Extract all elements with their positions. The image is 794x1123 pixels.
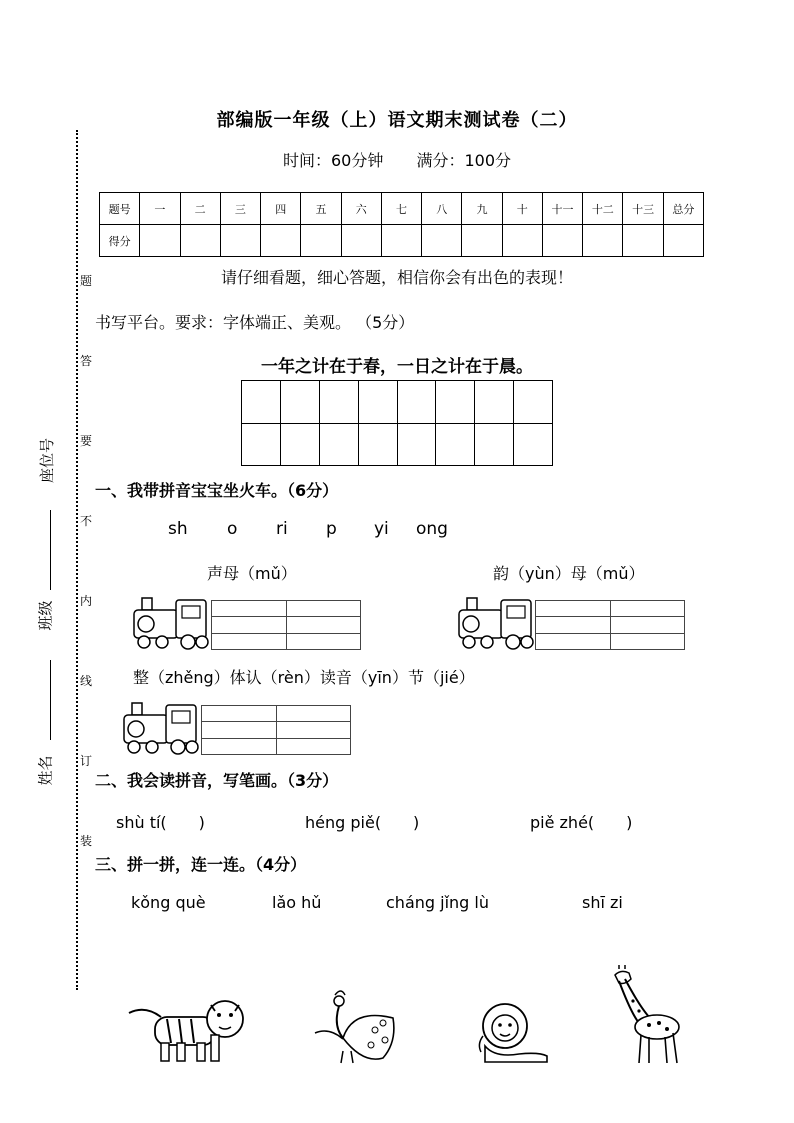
yunmu-label: 韵（yùn）母（mǔ） [493,564,645,583]
zhengti-label: 整（zhěng）体认（rèn）读音（yīn）节（jié） [133,668,475,687]
score-table-header-row [100,193,704,225]
score-row-label: 得分 [100,225,140,257]
score-header-cell: 总分 [663,193,703,225]
score-header-cell: 十一 [542,193,582,225]
full-score-label: 满分：100分 [416,151,511,170]
score-cell[interactable] [663,225,703,257]
score-cell[interactable] [261,225,301,257]
writing-grid[interactable] [241,380,553,466]
score-header-cell: 二 [180,193,220,225]
binding-line [76,130,78,990]
stroke-item[interactable]: héng piě( ) [305,813,420,832]
score-header-cell: 十 [502,193,542,225]
score-header-cell: 七 [381,193,421,225]
pinyin-letter: o [227,519,238,539]
zhengti-answer-box[interactable] [201,705,351,755]
score-header-cell: 十三 [623,193,663,225]
margin-char: 装 [80,834,93,848]
yunmu-answer-box[interactable] [535,600,685,650]
score-cell[interactable] [502,225,542,257]
exam-title: 部编版一年级（上）语文期末测试卷（二） [216,110,578,131]
pinyin-letter: yi [374,519,389,539]
score-cell[interactable] [301,225,341,257]
pinyin-letter: sh [168,519,188,539]
margin-char: 内 [80,594,93,608]
score-header-cell: 九 [462,193,502,225]
train-engine-icon [120,697,202,755]
score-cell[interactable] [140,225,180,257]
stroke-item[interactable]: piě zhé( ) [530,813,633,832]
train-engine-icon [455,592,537,650]
score-cell[interactable] [341,225,381,257]
score-header-cell: 五 [301,193,341,225]
name-label: 姓名 [36,755,55,786]
pinyin-letter: ri [276,519,288,539]
margin-char: 答 [80,354,93,368]
margin-char: 订 [80,754,93,768]
score-header-cell: 三 [220,193,260,225]
score-header-cell: 题号 [100,193,140,225]
score-cell[interactable] [623,225,663,257]
pinyin-letter: ong [416,519,448,539]
score-header-cell: 六 [341,193,381,225]
peacock-icon[interactable] [305,985,400,1067]
margin-char: 线 [80,674,93,688]
margin-char: 不 [80,514,93,528]
score-header-cell: 八 [422,193,462,225]
train-engine-icon [130,592,212,650]
score-header-cell: 四 [261,193,301,225]
seat-number-label: 座位号 [38,437,57,484]
shengmu-label: 声母（mǔ） [207,564,297,583]
pinyin-word[interactable]: shī zi [582,893,623,912]
giraffe-icon[interactable] [605,965,685,1065]
section3-heading: 三、拼一拼，连一连。（4分） [95,855,307,874]
tiger-icon[interactable] [125,995,250,1067]
score-table-score-row [100,225,704,257]
score-cell[interactable] [462,225,502,257]
score-cell[interactable] [542,225,582,257]
name-blank-line[interactable] [50,660,51,740]
stroke-item[interactable]: shù tí( ) [116,813,205,832]
encouragement-text: 请仔细看题，细心答题，相信你会有出色的表现！ [220,268,573,287]
score-table [99,192,704,257]
section1-heading: 一、我带拼音宝宝坐火车。（6分） [95,481,339,500]
margin-char: 题 [80,274,93,288]
score-cell[interactable] [180,225,220,257]
writing-prompt: 书写平台。要求：字体端正、美观。 （5分） [95,313,415,332]
pinyin-word[interactable]: kǒng què [131,893,206,912]
class-blank-line[interactable] [50,510,51,590]
pinyin-word[interactable]: lǎo hǔ [272,893,322,912]
margin-char: 要 [80,434,93,448]
pinyin-word[interactable]: cháng jǐng lù [386,893,489,912]
writing-sentence: 一年之计在于春，一日之计在于晨。 [261,357,533,377]
pinyin-letter: p [326,519,337,539]
score-cell[interactable] [583,225,623,257]
class-label: 班级 [36,600,55,631]
lion-icon[interactable] [475,1000,550,1065]
score-header-cell: 一 [140,193,180,225]
section2-heading: 二、我会读拼音，写笔画。（3分） [95,771,339,790]
score-cell[interactable] [381,225,421,257]
time-label: 时间：60分钟 [282,151,384,170]
exam-info [0,148,794,171]
shengmu-answer-box[interactable] [211,600,361,650]
score-header-cell: 十二 [583,193,623,225]
score-cell[interactable] [422,225,462,257]
score-cell[interactable] [220,225,260,257]
